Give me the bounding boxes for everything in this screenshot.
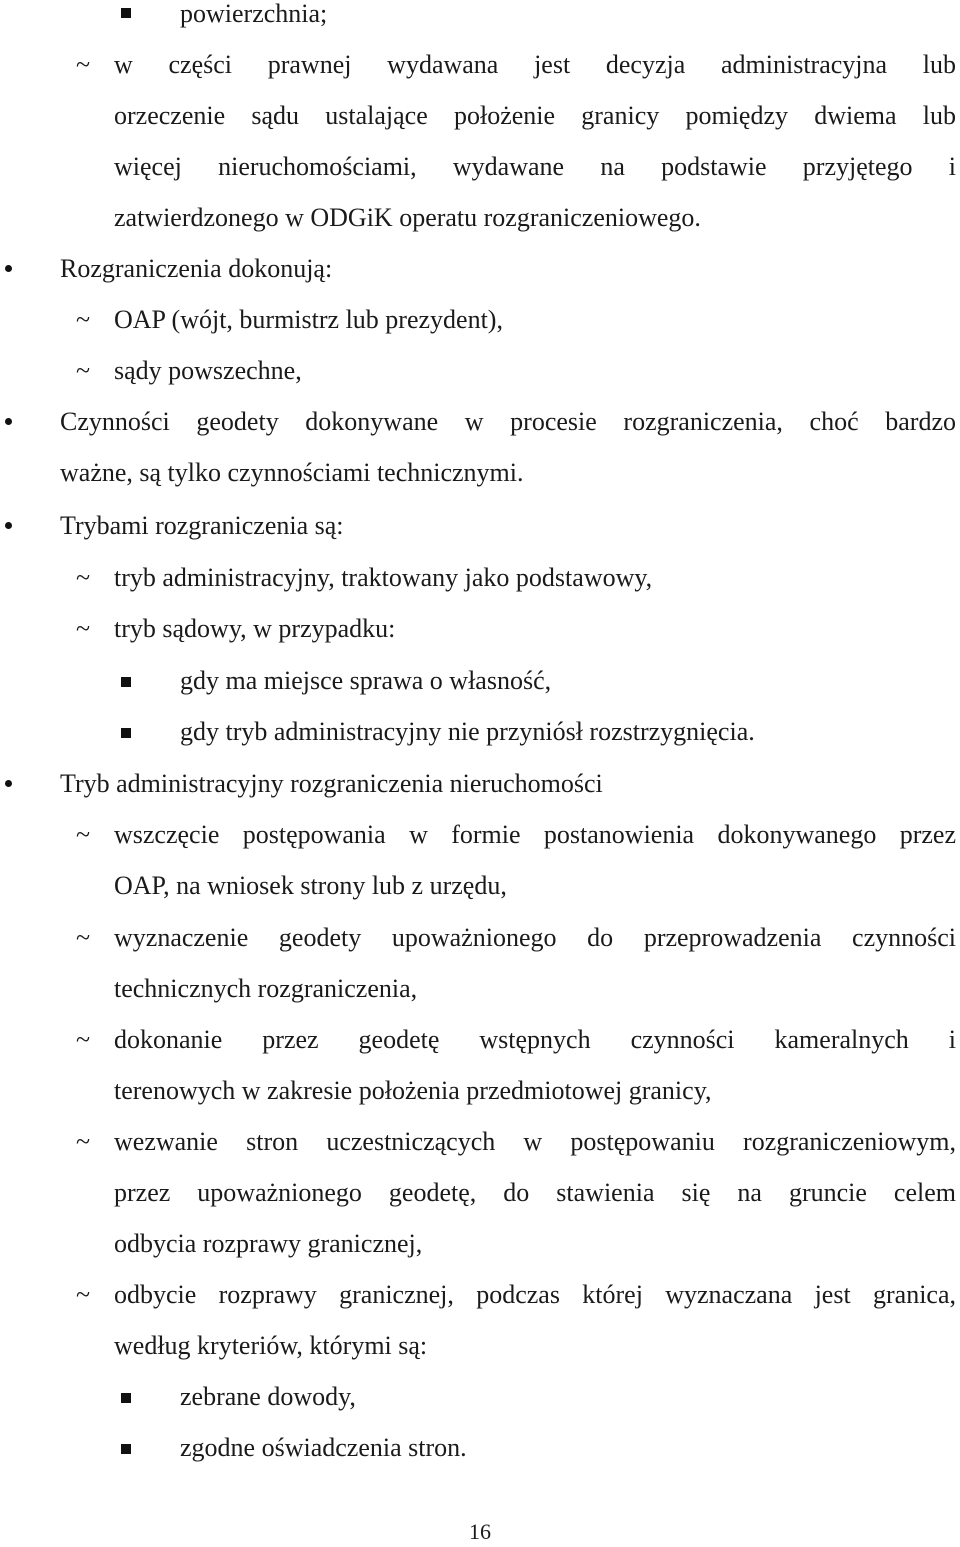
list-item-text: OAP, na wniosek strony lub z urzędu, [114,871,507,900]
list-item-text: ważne, są tylko czynnościami technicznymi. [60,458,524,487]
list-item-text: Czynności geodety dokonywane w procesie rozgraniczenia, choć bardzo [60,407,956,436]
list-item-text: Trybami rozgraniczenia są: [60,511,344,540]
list-item-text: przez upoważnionego geodetę, do stawienia się na gruncie celem [114,1178,956,1207]
list-item-text: Tryb administracyjny rozgraniczenia nieruchomości [60,769,603,798]
tilde-marker: ~ [76,563,91,592]
list-item-text: gdy tryb administracyjny nie przyniósł rozstrzygnięcia. [180,717,755,746]
list-item-text: zgodne oświadczenia stron. [180,1433,467,1462]
square-bullet-icon [121,1444,131,1454]
tilde-marker: ~ [76,923,91,952]
tilde-marker: ~ [76,305,91,334]
tilde-marker: ~ [76,356,91,385]
list-item-text: wyznaczenie geodety upoważnionego do przeprowadzenia czynności [114,923,956,952]
square-bullet-icon [121,1393,131,1403]
tilde-marker: ~ [76,1025,91,1054]
list-item-text: wezwanie stron uczestniczących w postępowaniu rozgraniczeniowym, [114,1127,956,1156]
bullet-icon [5,418,12,425]
list-item-text: gdy ma miejsce sprawa o własność, [180,666,552,695]
list-item-text: zatwierdzonego w ODGiK operatu rozgraniczeniowego. [114,203,701,232]
list-item-text: wszczęcie postępowania w formie postanowienia dokonywanego przez [114,820,956,849]
list-item-text: odbycie rozprawy granicznej, podczas której wyznaczana jest granica, [114,1280,956,1309]
square-bullet-icon [121,8,131,18]
tilde-marker: ~ [76,50,91,79]
bullet-icon [5,522,12,529]
list-item-text: orzeczenie sądu ustalające położenie granicy pomiędzy dwiema lub [114,101,956,130]
list-item-text: w części prawnej wydawana jest decyzja administracyjna lub [114,50,956,79]
list-item-text: powierzchnia; [180,0,328,28]
list-item-text: zebrane dowody, [180,1382,356,1411]
list-item-text: sądy powszechne, [114,356,302,385]
list-item-text: tryb administracyjny, traktowany jako podstawowy, [114,563,653,592]
tilde-marker: ~ [76,1280,91,1309]
bullet-icon [5,265,12,272]
list-item-text: odbycia rozprawy granicznej, [114,1229,423,1258]
square-bullet-icon [121,677,131,687]
list-item-text: Rozgraniczenia dokonują: [60,254,333,283]
list-item-text: więcej nieruchomościami, wydawane na podstawie przyjętego i [114,152,956,181]
list-item-text: technicznych rozgraniczenia, [114,974,418,1003]
page-number: 16 [469,1519,491,1544]
square-bullet-icon [121,728,131,738]
tilde-marker: ~ [76,1127,91,1156]
list-item-text: dokonanie przez geodetę wstępnych czynności kameralnych i [114,1025,956,1054]
bullet-icon [5,780,12,787]
list-item-text: tryb sądowy, w przypadku: [114,614,396,643]
list-item-text: OAP (wójt, burmistrz lub prezydent), [114,305,503,334]
tilde-marker: ~ [76,820,91,849]
tilde-marker: ~ [76,614,91,643]
list-item-text: terenowych w zakresie położenia przedmiotowej granicy, [114,1076,712,1105]
list-item-text: według kryteriów, którymi są: [114,1331,428,1360]
